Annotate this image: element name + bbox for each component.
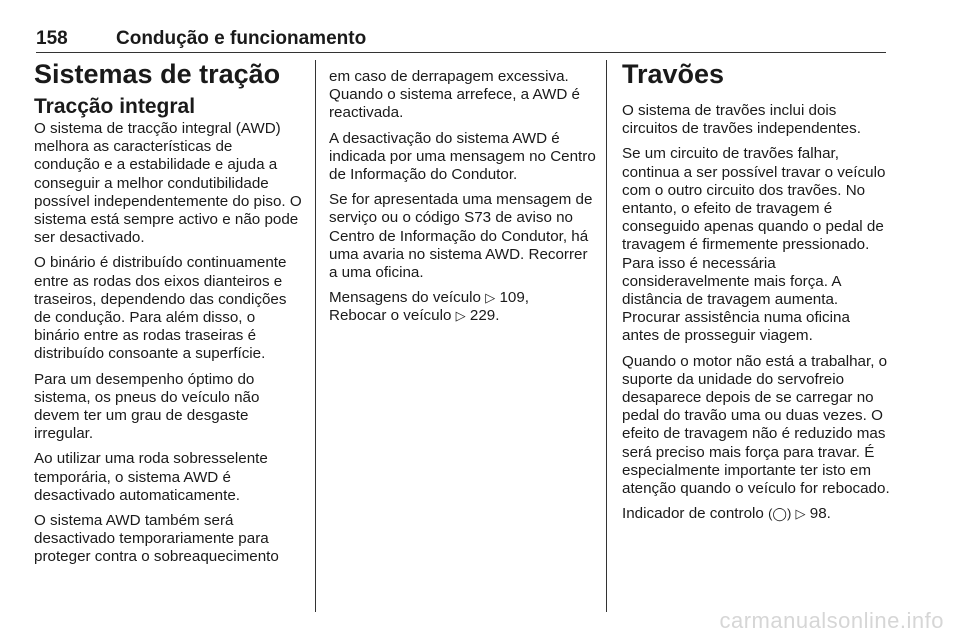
ref-text: Mensagens do veículo bbox=[329, 289, 481, 307]
page-ref-arrow-icon[interactable]: ▷ bbox=[455, 308, 466, 324]
watermark: carmanualsonline.info bbox=[719, 608, 944, 633]
cross-references bbox=[329, 289, 597, 325]
ref-page[interactable]: 109, bbox=[499, 289, 530, 307]
paragraph: O sistema AWD também será desactivado temporariamente para proteger contra o sobreaquecimento bbox=[34, 512, 279, 566]
chapter-heading: Travões bbox=[622, 59, 725, 89]
ref-page[interactable]: 98. bbox=[809, 505, 831, 523]
paragraph: Se um circuito de travões falhar, continua a ser possível travar o veículo com o outro circuito dos travões. No entanto, o efeito de travagem é conseguido apenas quando o pedal de travagem é firmemente pressionado. Para isso é necessária consideravelmente mais força. A distância de travagem aumenta. Procurar assistência numa oficina antes de prosseguir viagem. bbox=[622, 145, 886, 345]
paragraph: Ao utilizar uma roda sobresselente temporária, o sistema AWD é desactivado automaticamente. bbox=[34, 450, 268, 504]
paragraph: O sistema de travões inclui dois circuitos de travões independentes. bbox=[622, 102, 861, 138]
page-header bbox=[36, 28, 886, 53]
column-divider bbox=[315, 60, 316, 612]
page-number: 158 bbox=[36, 28, 68, 49]
page-ref-arrow-icon[interactable]: ▷ bbox=[485, 290, 496, 306]
ref-page[interactable]: 229. bbox=[469, 307, 500, 325]
column-right bbox=[622, 58, 890, 530]
paragraph: O sistema de tracção integral (AWD) melhora as características de condução e a estabilidade e ajuda a conseguir a melhor condutibilidade possível independentemente do piso. O sistema está sempre activo e não pode ser desactivado. bbox=[34, 120, 302, 247]
paragraph: Se for apresentada uma mensagem de serviço ou o código S73 de aviso no Centro de Informação do Condutor, há uma avaria no sistema AWD. Recorrer a uma oficina. bbox=[329, 191, 593, 282]
page-ref-arrow-icon[interactable]: ▷ bbox=[795, 506, 806, 522]
paragraph: O binário é distribuído continuamente entre as rodas dos eixos dianteiros e traseiros, dependendo das condições de condução. Para além disso, o binário entre as rodas traseiras é distribuído consoante a superfície. bbox=[34, 254, 287, 363]
ref-text: Rebocar o veículo bbox=[329, 307, 452, 325]
subsection-heading: Tracção integral bbox=[34, 95, 196, 118]
ref-text: Indicador de controlo bbox=[622, 505, 764, 523]
indicator-reference bbox=[622, 505, 890, 523]
column-middle bbox=[329, 68, 597, 333]
paragraph: Quando o motor não está a trabalhar, o suporte da unidade do servofreio desaparece depois de se carregar no pedal do travão uma ou duas vezes. O efeito de travagem não é reduzido mas será preciso mais força para travar. É especialmente importante ter isto em atenção quando o veículo for rebocado. bbox=[622, 352, 890, 498]
column-divider bbox=[606, 60, 607, 612]
paragraph: em caso de derrapagem excessiva. Quando o sistema arrefece, a AWD é reactivada. bbox=[329, 68, 580, 122]
chapter-heading: Sistemas de tração bbox=[34, 59, 281, 89]
section-title: Condução e funcionamento bbox=[116, 28, 367, 49]
brake-warning-icon: (◯) bbox=[768, 506, 792, 522]
paragraph: A desactivação do sistema AWD é indicada por uma mensagem no Centro de Informação do Condutor. bbox=[329, 129, 596, 184]
paragraph: Para um desempenho óptimo do sistema, os pneus do veículo não devem ter um grau de desgaste irregular. bbox=[34, 370, 260, 443]
column-left bbox=[34, 58, 302, 574]
